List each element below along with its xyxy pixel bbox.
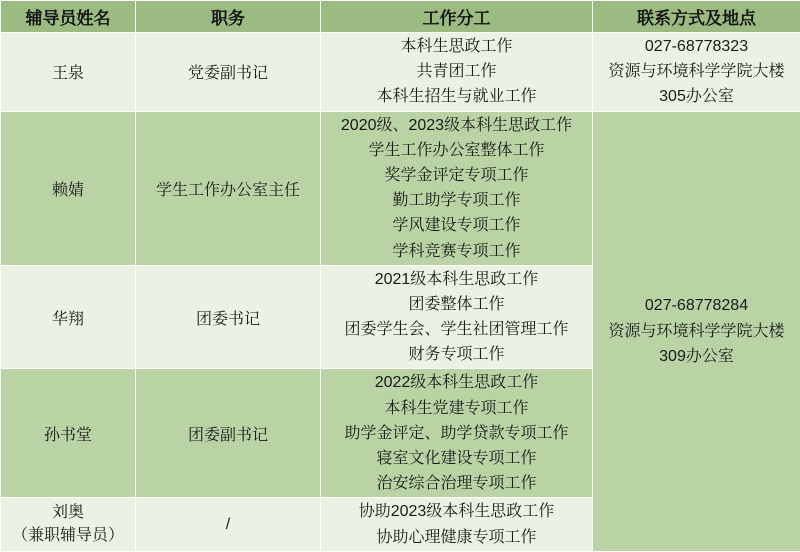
column-header-title: 职务 — [136, 1, 321, 33]
duty-line: 本科生招生与就业工作 — [376, 85, 536, 108]
name-line1: 刘奥 — [5, 502, 131, 524]
table-row — [1, 111, 800, 265]
duty-line: 财务专项工作 — [408, 343, 504, 366]
cell-name — [1, 498, 136, 551]
contact-place-line2: 309办公室 — [659, 345, 734, 368]
contact-place-line2: 305办公室 — [659, 85, 734, 108]
cell-name: 赖婧 — [1, 111, 136, 265]
column-header-contact: 联系方式及地点 — [593, 1, 800, 33]
duty-line: 2020级、2023级本科生思政工作 — [341, 114, 572, 137]
table-header-row — [1, 1, 800, 33]
duty-line: 学科竞赛专项工作 — [392, 240, 520, 263]
column-header-name: 辅导员姓名 — [1, 1, 136, 33]
cell-contact-merged — [593, 111, 800, 551]
table-row — [1, 33, 800, 112]
duty-line: 奖学金评定专项工作 — [384, 164, 528, 187]
cell-duties — [321, 111, 593, 265]
cell-title: 学生工作办公室主任 — [136, 111, 321, 265]
contact-phone: 027-68778284 — [645, 294, 748, 317]
cell-title: 团委书记 — [136, 265, 321, 369]
cell-name: 华翔 — [1, 265, 136, 369]
duty-line: 勤工助学专项工作 — [392, 189, 520, 212]
duty-line: 本科生思政工作 — [400, 35, 512, 58]
contact-place-line1: 资源与环境科学学院大楼 — [608, 60, 784, 83]
duty-line: 协助心理健康专项工作 — [376, 526, 536, 549]
duty-line: 团委整体工作 — [408, 293, 504, 316]
duty-line: 共青团工作 — [416, 60, 496, 83]
cell-title: 党委副书记 — [136, 33, 321, 112]
duty-line: 学生工作办公室整体工作 — [368, 139, 544, 162]
cell-duties — [321, 369, 593, 498]
cell-title: / — [136, 498, 321, 551]
name-line2: （兼职辅导员） — [5, 525, 131, 547]
cell-duties — [321, 33, 593, 112]
duty-line: 学风建设专项工作 — [392, 214, 520, 237]
column-header-duty: 工作分工 — [321, 1, 593, 33]
duty-line: 治安综合治理专项工作 — [376, 472, 536, 495]
duty-line: 协助2023级本科生思政工作 — [359, 500, 555, 523]
cell-contact — [593, 33, 800, 112]
contact-phone: 027-68778323 — [645, 35, 748, 58]
cell-name: 孙书堂 — [1, 369, 136, 498]
duty-line: 寝室文化建设专项工作 — [376, 447, 536, 470]
cell-duties — [321, 265, 593, 369]
cell-duties — [321, 498, 593, 551]
contact-place-line1: 资源与环境科学学院大楼 — [608, 320, 784, 343]
cell-name: 王泉 — [1, 33, 136, 112]
duty-line: 助学金评定、助学贷款专项工作 — [344, 422, 568, 445]
cell-title: 团委副书记 — [136, 369, 321, 498]
duty-line: 本科生党建专项工作 — [384, 397, 528, 420]
duty-line: 2022级本科生思政工作 — [375, 371, 539, 394]
duty-line: 2021级本科生思政工作 — [375, 268, 539, 291]
duty-line: 团委学生会、学生社团管理工作 — [344, 318, 568, 341]
